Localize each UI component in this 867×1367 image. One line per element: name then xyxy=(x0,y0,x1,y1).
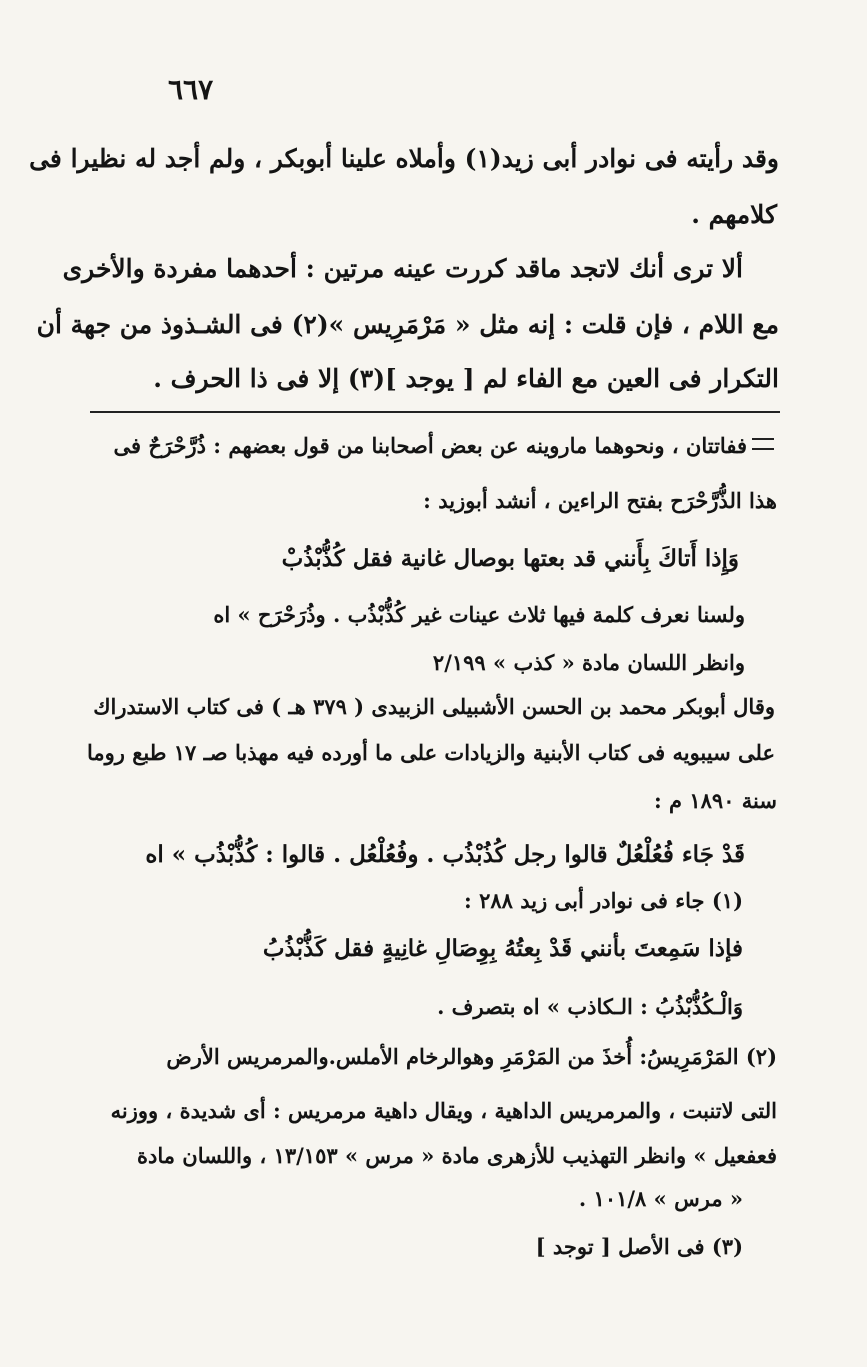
verse-1: وَإِذا أَتاكَ بِأَنني قد بعتها بوصال غانية فقل كُذُّبْذُبْ xyxy=(281,545,739,572)
note-line-5: سنة ١٨٩٠ م : xyxy=(653,788,777,813)
footnote-separator xyxy=(90,411,780,413)
footnote-2-line-2: التى لاتنبت ، والمرمريس الداهية ، ويقال داهية مرمريس : أى شديدة ، ووزنه xyxy=(110,1098,777,1123)
body-line-3: ألا ترى أنك لاتجد ماقد كررت عينه مرتين : أحدهما مفردة والأخرى xyxy=(62,254,743,283)
page-number: ٦٦٧ xyxy=(168,73,214,106)
continuation-mark xyxy=(752,438,774,450)
footnote-1-gloss: وَالْـكُذُّبْذُبُ : الـكاذب » اه بتصرف . xyxy=(437,994,743,1019)
footnote-2-line-1: (٢) المَرْمَرِيسُ: أُخذَ من المَرْمَرِ وهوالرخام الأملس.والمرمريس الأرض xyxy=(166,1044,777,1069)
continued-note-line-2: هذا الذُّرَّحْرَح بفتح الراءين ، أنشد أبوزيد : xyxy=(423,488,777,513)
footnote-1-verse: فإذا سَمِعتَ بأنني قَدْ بِعتُهُ بِوِصَالِ غانِيةٍ فقل كَذُّبْذُبُ xyxy=(262,935,743,962)
body-line-1: وقد رأيته فى نوادر أبى زيد(١) وأملاه علينا أبوبكر ، ولم أجد له نظيرا فى xyxy=(29,144,779,173)
footnote-2-line-4: « مرس » ١٠١/٨ . xyxy=(578,1186,743,1211)
body-line-5: التكرار فى العين مع الفاء لم [ يوجد ](٣) إلا فى ذا الحرف . xyxy=(153,364,779,393)
body-line-4: مع اللام ، فإن قلت : إنه مثل « مَرْمَرِيس »(٢) فى الشـذوذ من جهة أن xyxy=(36,310,779,339)
continued-note-line-1: ففاتتان ، ونحوهما ماروينه عن بعض أصحابنا من قول بعضهم : ذُرَّحْرَحٌ فى xyxy=(113,433,747,458)
quote-line: قَدْ جَاء فُعُلْعُلٌ قالوا رجل كُذُبْذُب . وفُعُلْعُل . قالوا : كُذُّبْذُب » اه xyxy=(145,841,745,868)
footnote-1-heading: (١) جاء فى نوادر أبى زيد ٢٨٨ : xyxy=(464,888,743,913)
footnote-2-line-3: فعفعيل » وانظر التهذيب للأزهرى مادة « مرس » ١٣/١٥٣ ، واللسان مادة xyxy=(136,1143,777,1168)
body-line-2: كلامهم . xyxy=(691,200,777,229)
note-line-4: على سيبويه فى كتاب الأبنية والزيادات على ما أورده فيه مهذبا صـ ١٧ طبع روما xyxy=(87,740,775,765)
note-line-1: ولسنا نعرف كلمة فيها ثلاث عينات غير كُذُّبْذُب . وذُرَحْرَح » اه xyxy=(213,602,745,627)
footnote-3: (٣) فى الأصل [ توجد ] xyxy=(535,1234,743,1259)
note-line-2: وانظر اللسان مادة « كذب » ٢/١٩٩ xyxy=(432,650,745,675)
note-line-3: وقال أبوبكر محمد بن الحسن الأشبيلى الزبيدى ( ٣٧٩ هـ ) فى كتاب الاستدراك xyxy=(93,694,775,719)
